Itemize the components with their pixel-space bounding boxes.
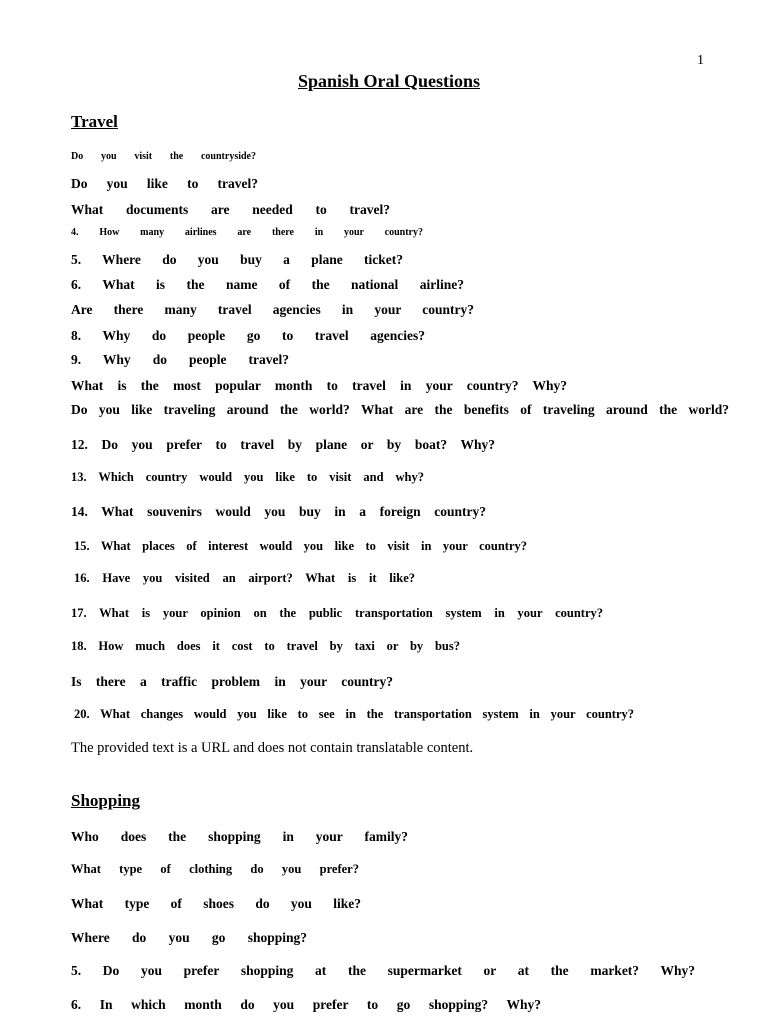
travel-question-17: 17. What is your opinion on the public transportation system in your country? <box>71 606 603 620</box>
travel-question-6: 6. What is the name of the national airline? <box>71 277 464 292</box>
travel-question-16: 16. Have you visited an airport? What is it like? <box>74 571 415 585</box>
travel-question-3: What documents are needed to travel? <box>71 202 390 217</box>
shopping-question-1: Who does the shopping in your family? <box>71 829 408 844</box>
travel-question-13: 13. Which country would you like to visit and why? <box>71 470 424 484</box>
travel-question-18: 18. How much does it cost to travel by taxi or by bus? <box>71 639 460 653</box>
section-heading-shopping: Shopping <box>71 791 140 810</box>
travel-question-20: 20. What changes would you like to see in the transportation system in your country? <box>74 707 634 721</box>
travel-question-15: 15. What places of interest would you like to visit in your country? <box>74 539 527 553</box>
travel-note: The provided text is a URL and does not contain translatable content. <box>71 740 474 756</box>
shopping-question-5: 5. Do you prefer shopping at the supermarket or at the market? Why? <box>71 963 695 978</box>
travel-question-19: Is there a traffic problem in your country? <box>71 674 393 689</box>
document-title: Spanish Oral Questions <box>297 71 481 91</box>
travel-question-8: 8. Why do people go to travel agencies? <box>71 328 425 343</box>
shopping-question-4: Where do you go shopping? <box>71 930 307 945</box>
travel-question-11: Do you like traveling around the world? What are the benefits of traveling around the world? <box>71 402 729 417</box>
travel-question-12: 12. Do you prefer to travel by plane or by boat? Why? <box>71 437 495 452</box>
travel-question-10: What is the most popular month to travel in your country? Why? <box>71 378 567 393</box>
page-number: 1 <box>697 53 704 68</box>
travel-question-2: Do you like to travel? <box>71 176 258 191</box>
travel-question-5: 5. Where do you buy a plane ticket? <box>71 252 403 267</box>
travel-question-1: Do you visit the countryside? <box>71 151 256 162</box>
travel-question-4: 4. How many airlines are there in your country? <box>71 227 423 238</box>
shopping-question-6: 6. In which month do you prefer to go shopping? Why? <box>71 997 541 1012</box>
travel-question-7: Are there many travel agencies in your country? <box>71 302 474 317</box>
section-heading-travel: Travel <box>71 112 118 131</box>
travel-question-9: 9. Why do people travel? <box>71 352 289 367</box>
shopping-question-2: What type of clothing do you prefer? <box>71 862 359 876</box>
travel-question-14: 14. What souvenirs would you buy in a foreign country? <box>71 504 486 519</box>
shopping-question-3: What type of shoes do you like? <box>71 896 361 911</box>
